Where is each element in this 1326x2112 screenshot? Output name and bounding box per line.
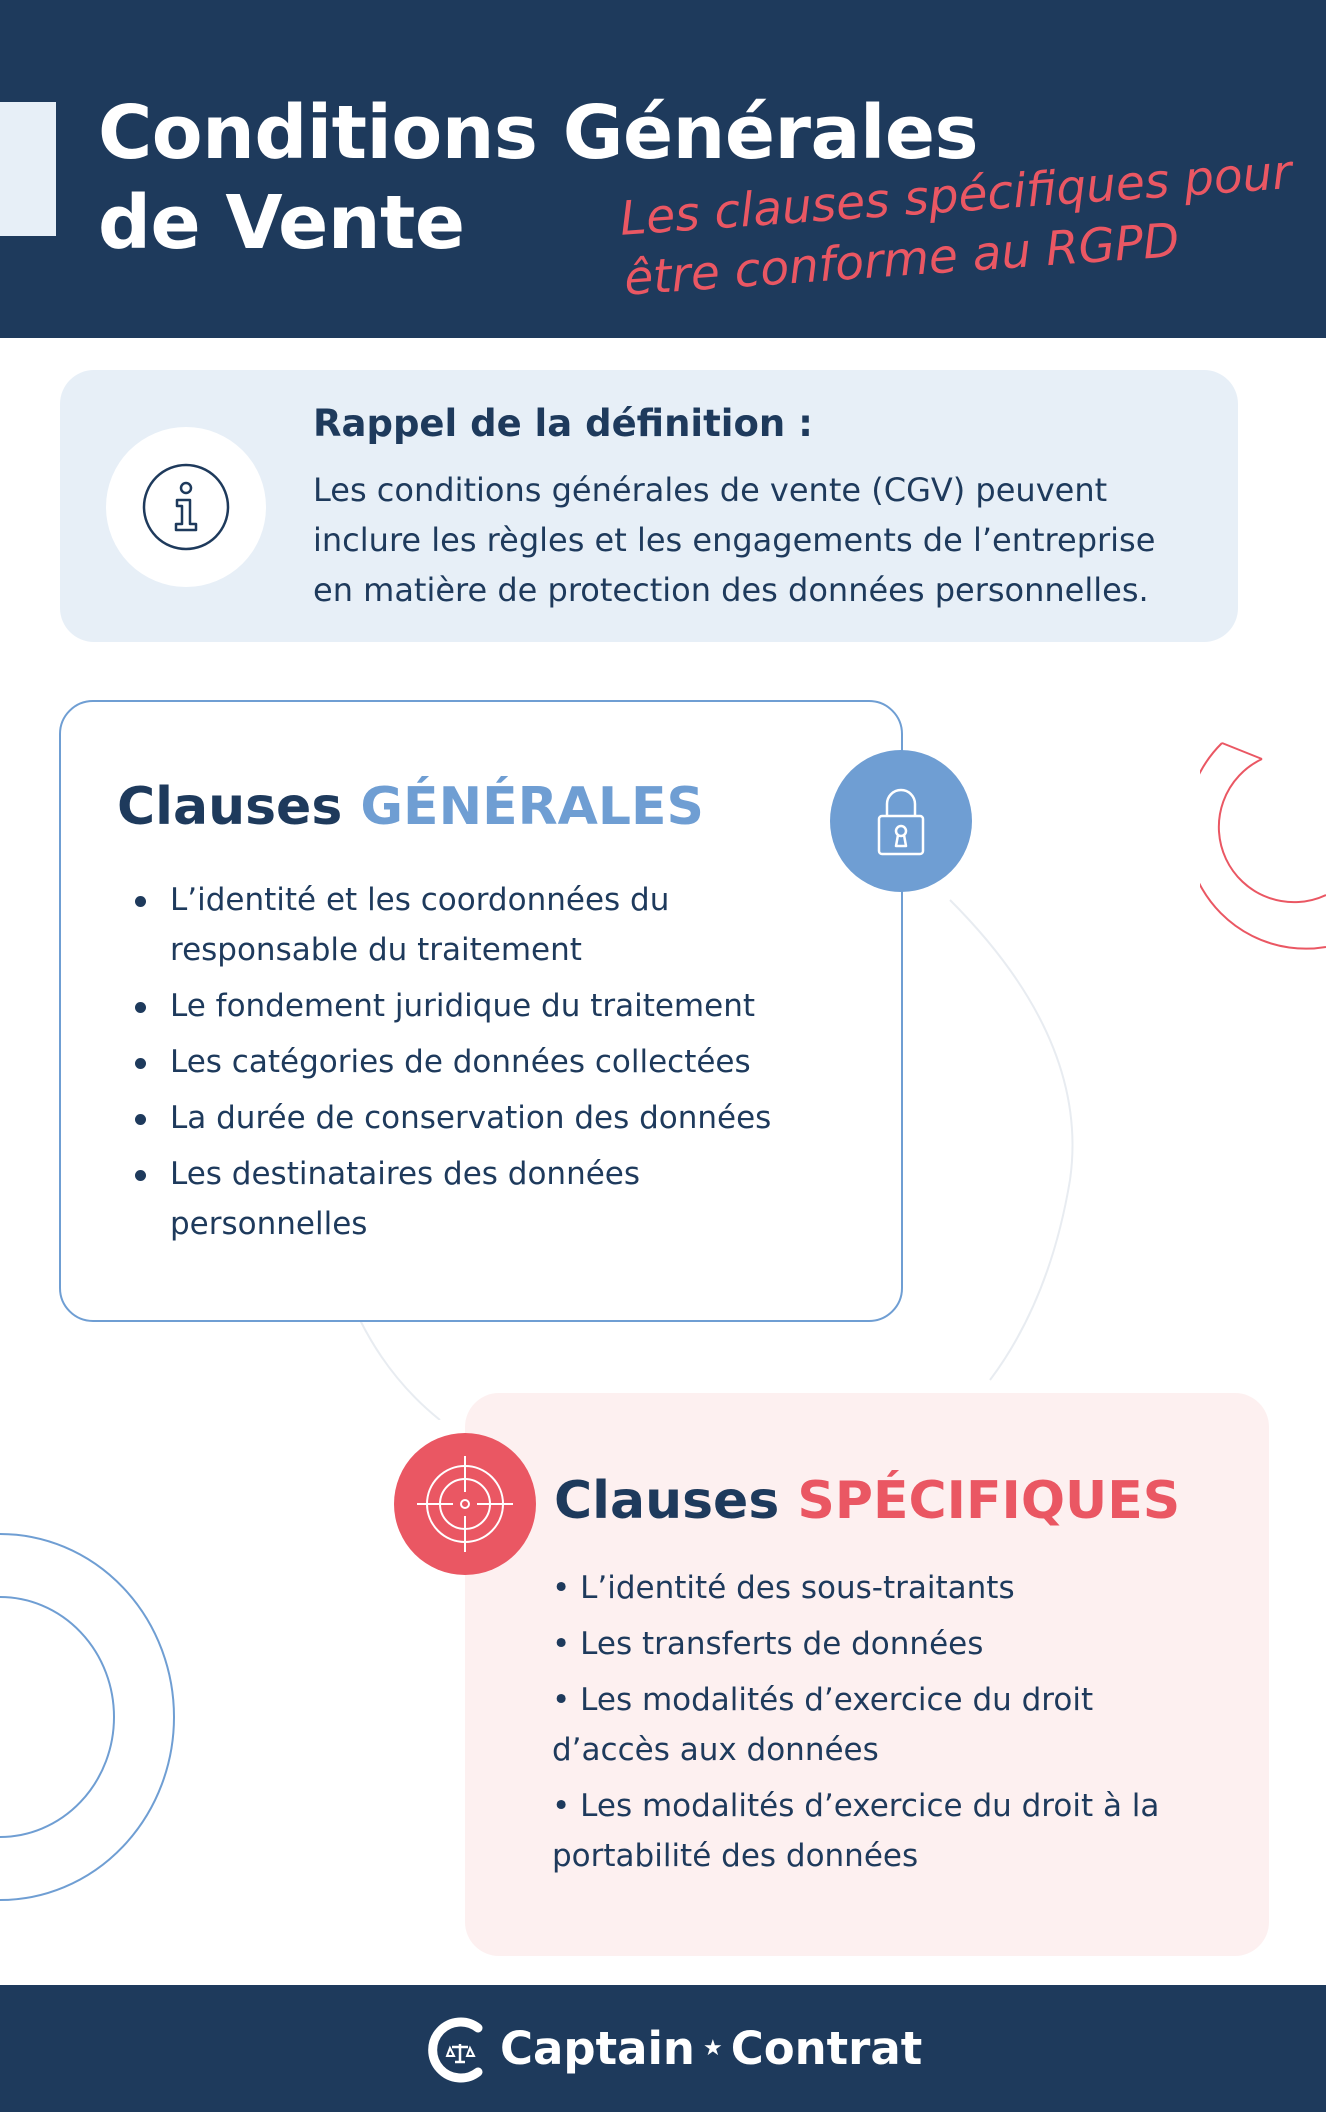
lock-icon xyxy=(830,750,972,892)
general-title-prefix: Clauses xyxy=(117,777,361,837)
list-item: • Les modalités d’exercice du droit d’accès aux données xyxy=(552,1682,1094,1768)
captain-contrat-logo[interactable] xyxy=(428,2014,923,2086)
definition-title: Rappel de la définition : xyxy=(313,402,813,445)
list-item: La durée de conservation des données xyxy=(130,1093,830,1143)
general-clauses-list xyxy=(130,875,830,1255)
definition-text: Les conditions générales de vente (CGV) peuvent inclure les règles et les engagements de l’entreprise en matière de protection des données personnelles. xyxy=(313,471,1156,609)
list-item: Le fondement juridique du traitement xyxy=(130,981,830,1031)
brand-right: Contrat xyxy=(730,2022,923,2075)
brand-left: Captain xyxy=(500,2022,695,2075)
page-title: Conditions Générales de Vente xyxy=(98,90,979,266)
specific-title-accent: SPÉCIFIQUES xyxy=(797,1471,1181,1531)
captain-contrat-logo-icon xyxy=(428,2014,492,2086)
list-item: • Les modalités d’exercice du droit à la portabilité des données xyxy=(552,1788,1160,1874)
specific-clauses-title xyxy=(554,1466,1254,1536)
specific-clauses-list xyxy=(552,1563,1212,1887)
list-item: Les destinataires des données personnelles xyxy=(130,1149,830,1249)
info-icon xyxy=(106,427,266,587)
brand-name xyxy=(500,2020,922,2081)
specific-title-prefix: Clauses xyxy=(554,1471,798,1531)
target-icon xyxy=(394,1433,536,1575)
list-item: • L’identité des sous-traitants xyxy=(552,1570,1015,1606)
general-clauses-title xyxy=(117,772,837,842)
star-icon: ★ xyxy=(702,2036,723,2061)
page-subtitle: Les clauses spécifiques pour être conforme au RGPD xyxy=(618,145,1294,307)
decorative-arc-left xyxy=(0,1530,180,1910)
list-item: L’identité et les coordonnées du responsable du traitement xyxy=(130,875,830,975)
decorative-arc-right xyxy=(1200,735,1326,955)
header-accent-bar xyxy=(0,102,56,236)
general-title-accent: GÉNÉRALES xyxy=(360,777,705,837)
list-item: Les catégories de données collectées xyxy=(130,1037,830,1087)
list-item: • Les transferts de données xyxy=(552,1626,984,1662)
